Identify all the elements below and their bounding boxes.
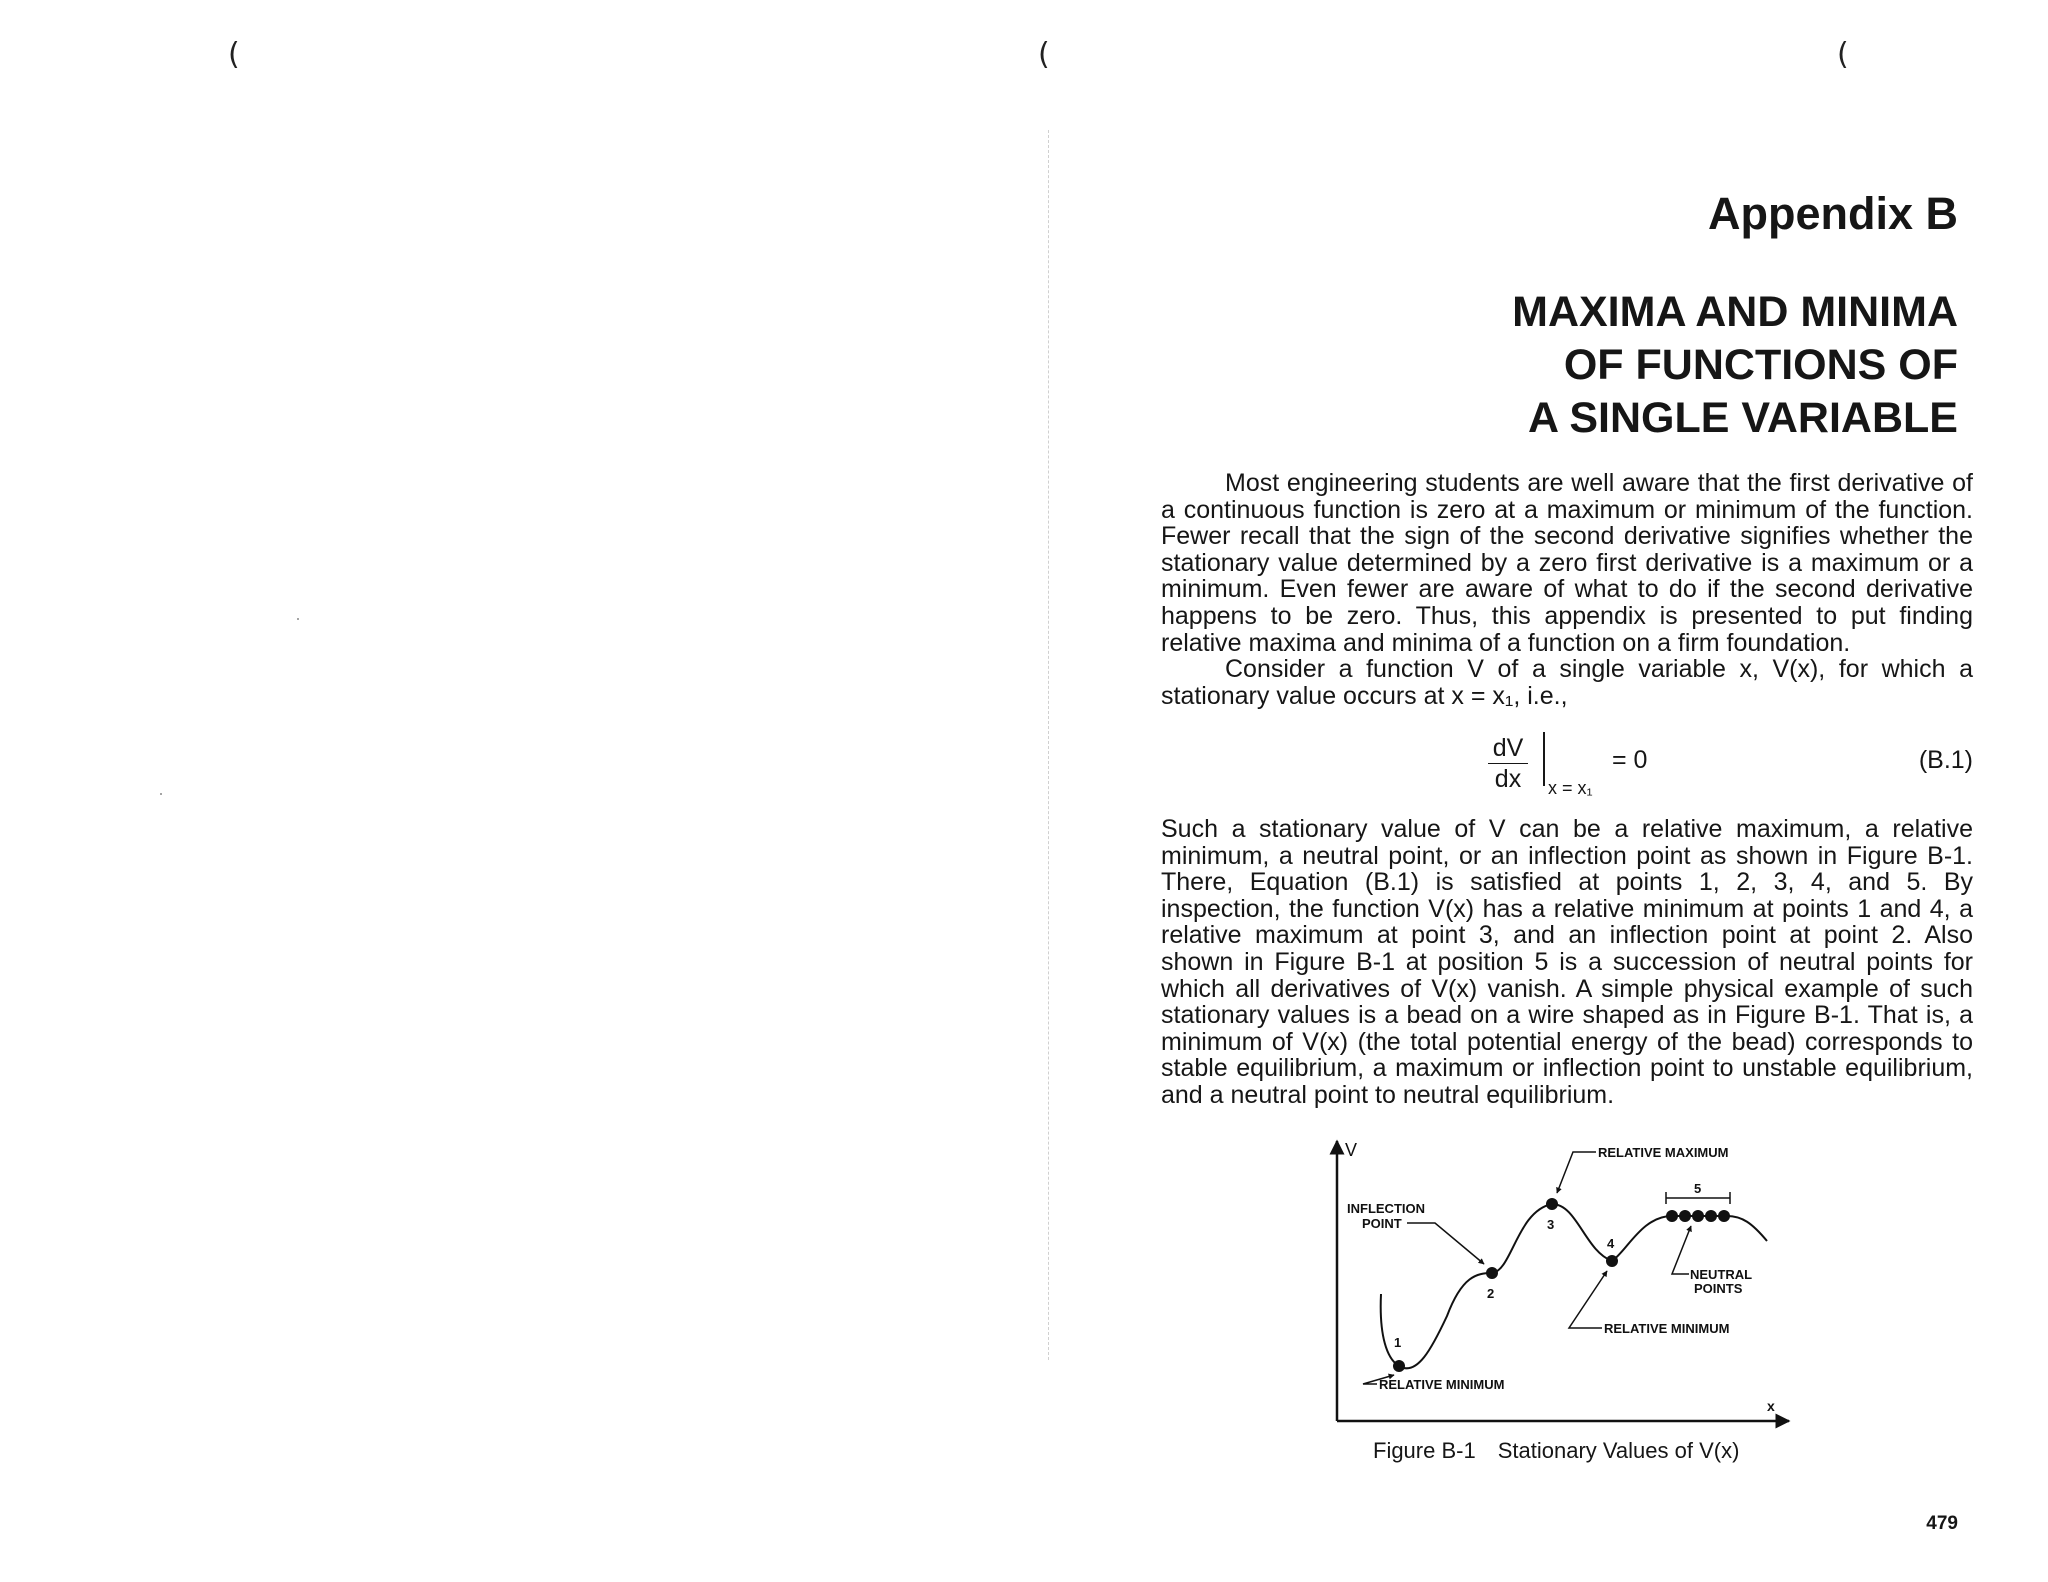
margin-mark: ( [228,37,240,72]
figure-caption-label: Figure B-1 [1373,1438,1476,1463]
fraction-numerator: dV [1492,734,1524,762]
figure-caption [1373,1438,1739,1464]
paragraph-intro: Most engineering students are well aware that the first derivative of a continuous function is zero at a maximum or minimum of the function. Fewer recall that the sign of the second derivative signifies whether the stationary value determined by a zero first derivative is a maximum or a minimum. Even fewer are aware of what to do if the second derivative happens to be zero. Thus, this appendix is presented to put finding relative maxima and minima of a function on a firm foundation. [1161,469,1973,657]
chapter-title-line: OF FUNCTIONS OF [1563,341,1958,389]
stationary-point-2 [1486,1267,1498,1279]
neutral-point [1679,1210,1691,1222]
leader-relative-minimum-right [1569,1271,1607,1328]
margin-mark: ( [1837,37,1849,72]
point-label-2: 2 [1487,1286,1495,1301]
point-label-3: 3 [1547,1217,1555,1232]
chapter-title-line: A SINGLE VARIABLE [1527,394,1958,442]
appendix-label: Appendix B [1707,188,1958,239]
fraction-denominator: dx [1494,765,1522,793]
stationary-point-1 [1393,1360,1405,1372]
annotation-relative-minimum-left: RELATIVE MINIMUM [1379,1377,1505,1392]
point-label-5: 5 [1694,1181,1702,1196]
annotation-inflection-line2: POINT [1362,1216,1402,1231]
annotation-neutral-line1: NEUTRAL [1690,1267,1753,1282]
paragraph-consider: Consider a function V of a single variable x, V(x), for which a stationary value occurs at x = x₁, i.e., [1161,655,1973,710]
leader-inflection-point [1407,1223,1484,1264]
annotation-inflection-line1: INFLECTION [1347,1201,1425,1216]
fraction-bar [1488,763,1528,764]
body-text-top [1161,470,1973,709]
page-number: 479 [1926,1513,1958,1534]
neutral-point [1666,1210,1678,1222]
annotation-relative-minimum-right: RELATIVE MINIMUM [1604,1321,1730,1336]
paragraph-stationary: Such a stationary value of V can be a relative maximum, a relative minimum, a neutral point, or an inflection point as shown in Figure B-1. There, Equation (B.1) is satisfied at points 1, 2, 3, 4, and 5. By inspection, the function V(x) has a relative minimum at points 1 and 4, a relative maximum at point 3, and an inflection point at point 2. Also shown in Figure B-1 at position 5 is a succession of neutral points for which all derivatives of V(x) vanish. A simple physical example of such stationary values is a bead on a wire shaped as in Figure B-1. That is, a minimum of V(x) (the total potential energy of the bead) corresponds to stable equilibrium, a maximum or inflection point to unstable equilibrium, and a neutral point to neutral equilibrium. [1161,815,1973,1109]
evaluation-point: x = x₁ [1548,778,1593,798]
neutral-point [1718,1210,1730,1222]
body-text-bottom [1161,816,1973,1109]
annotation-relative-maximum: RELATIVE MAXIMUM [1598,1145,1729,1160]
point-label-4: 4 [1607,1236,1615,1251]
chapter-title [1512,286,1958,445]
stationary-point-4 [1606,1255,1618,1267]
figure-caption-text: Stationary Values of V(x) [1497,1438,1740,1463]
page-gutter [1048,130,1049,1360]
equation-b1 [1161,730,1973,800]
margin-mark: ( [1038,37,1050,72]
neutral-point [1692,1210,1704,1222]
annotation-neutral-line2: POINTS [1694,1281,1743,1296]
chapter-title-line: MAXIMA AND MINIMA [1512,288,1958,336]
equation-rhs: = 0 [1612,746,1648,774]
figure-b1 [1327,1131,1807,1431]
evaluation-bar [1543,732,1545,786]
scan-speck [160,793,162,795]
equation-number: (B.1) [1918,746,1973,774]
leader-neutral-points [1672,1226,1691,1274]
stationary-point-3 [1546,1198,1558,1210]
stationary-values-diagram [1327,1131,1807,1431]
point-label-1: 1 [1394,1335,1402,1350]
x-axis-label: x [1767,1398,1775,1414]
neutral-point [1705,1210,1717,1222]
leader-relative-maximum [1557,1152,1596,1193]
y-axis-label: V [1345,1140,1358,1160]
derivative-fraction [1488,734,1528,793]
scan-speck [297,618,299,620]
